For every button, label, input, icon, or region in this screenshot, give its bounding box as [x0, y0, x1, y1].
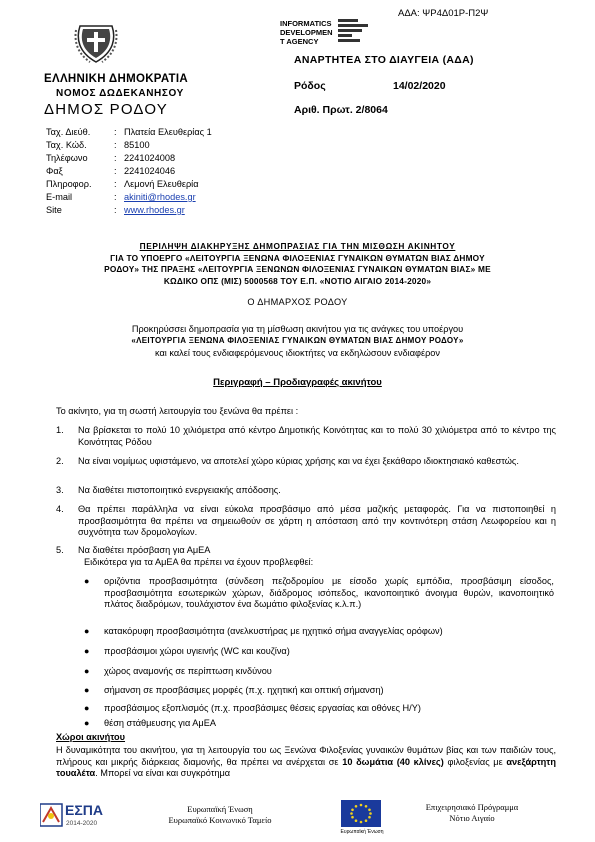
list-number: 5.	[56, 545, 64, 555]
list-item: ● χώρος αναμονής σε περίπτωση κινδύνου	[84, 666, 554, 678]
contact-row: E-mail : akiniti@rhodes.gr	[46, 192, 196, 202]
fund-text	[135, 804, 305, 826]
contact-row: Τηλέφωνο : 2241024008	[46, 153, 176, 163]
program-line: Νότιο Αιγαίο	[449, 813, 495, 823]
list-text: οριζόντια προσβασιμότητα (σύνδεση πεζοδρομίου με είσοδο χωρίς εμπόδια, προσβάσιμη είσοδος, προσβασιμότητα εσωτερικών χώρων, διάδρομος ισόπεδος, ικανοποιητικό άνοιγμα θυρών, ικανοποιητικό πλάτος διαδρόμων, τουλάχιστον ένα δωμάτιο φιλοξενίας κ.λ.π.)	[104, 576, 554, 609]
contact-label: Πληροφορ.	[46, 179, 92, 189]
list-item: ● θέση στάθμευσης για ΑμΕΑ	[84, 718, 554, 730]
list-text: Να διαθέτει πρόσβαση για ΑμΕΑ	[78, 545, 211, 555]
it-logo-line: INFORMATICS	[280, 19, 332, 28]
summary-heading	[40, 241, 555, 287]
place: Ρόδος	[294, 80, 326, 92]
contact-label: Τηλέφωνο	[46, 153, 88, 163]
list-text: προσβάσιμος εξοπλισμός (π.χ. προσβάσιμες θέσεις εργασίας και οθόνες Η/Υ)	[104, 703, 421, 713]
ada-title: ΑΝΑΡΤΗΤΕΑ ΣΤΟ ΔΙΑΥΓΕΙΑ (ΑΔΑ)	[294, 54, 474, 66]
program-line: Επιχειρησιακό Πρόγραμμα	[425, 802, 519, 812]
site-link[interactable]: www.rhodes.gr	[124, 205, 185, 215]
list-text: θέση στάθμευσης για ΑμΕΑ	[104, 718, 216, 728]
contact-value: 2241024046	[124, 166, 176, 176]
announce-line: και καλεί τους ενδιαφερόμενους ιδιοκτήτες να εκδηλώσουν ενδιαφέρον	[154, 348, 441, 358]
mayor-title: Ο ΔΗΜΑΡΧΟΣ ΡΟΔΟΥ	[247, 297, 348, 307]
summary-line: ΠΕΡΙΛΗΨΗ ΔΙΑΚΗΡΥΞΗΣ ΔΗΜΟΠΡΑΣΙΑΣ ΓΙΑ ΤΗΝ ΜΙΣΘΩΣΗ ΑΚΙΝΗΤΟΥ	[139, 241, 456, 251]
list-text: Να είναι νομίμως υφιστάμενο, να αποτελεί χώρο κύριας χρήσης και να έχει ξεκάθαρο ιδιοκτησιακό καθεστώς.	[78, 456, 519, 466]
eu-flag-icon	[341, 800, 381, 827]
para-bold: ανεξάρτητη τουαλέτα	[56, 756, 556, 778]
fund-line: Ευρωπαϊκή Ένωση	[187, 804, 253, 814]
email-link[interactable]: akiniti@rhodes.gr	[124, 192, 196, 202]
list-text: προσβάσιμοι χώροι υγιεινής (WC και κουζίνα)	[104, 646, 290, 656]
ada-code: ΑΔΑ: ΨΡ4Δ01Ρ-Π2Ψ	[398, 8, 489, 19]
sub-intro-text: Ειδικότερα για τα ΑμΕΑ θα πρέπει να έχουν προβλεφθεί:	[84, 557, 314, 567]
it-logo-stripes-icon	[338, 19, 384, 47]
list-text: χώρος αναμονής σε περίπτωση κινδύνου	[104, 666, 272, 676]
list-item: ● προσβάσιμοι χώροι υγιεινής (WC και κουζίνα)	[84, 646, 554, 658]
list-item	[56, 545, 556, 557]
contact-value: Λεμονή Ελευθερία	[124, 179, 199, 189]
list-text: κατακόρυφη προσβασιμότητα (ανελκυστήρας με ηχητικό σήμα αναγγελίας ορόφων)	[104, 626, 443, 636]
list-item: ● σήμανση σε προσβάσιμες μορφές (π.χ. ηχητική και οπτική σήμανση)	[84, 685, 554, 697]
list-text: Θα πρέπει παράλληλα να είναι εύκολα προσβάσιμο από μέσα μαζικής μεταφοράς. Για να πιστοποιηθεί η προσβασιμότητα θα πρέπει να σημειωθούν σε χάρτη η απόσταση από την κοντινότερη στάση Λεωφορείου και η συχνότητα των δρομολογίων.	[78, 504, 556, 537]
contact-row: Ταχ. Διεύθ. : Πλατεία Ελευθερίας 1	[46, 127, 212, 137]
capacity-paragraph	[56, 745, 556, 780]
para-text: . Μπορεί να είναι και συγκρότημα	[95, 768, 231, 778]
list-number: 4.	[56, 504, 64, 514]
fund-line: Ευρωπαϊκό Κοινωνικό Ταμείο	[168, 815, 272, 825]
contact-row: Ταχ. Κώδ. : 85100	[46, 140, 150, 150]
contact-value: Πλατεία Ελευθερίας 1	[124, 127, 212, 137]
it-logo-line: T AGENCY	[280, 37, 319, 46]
announce-line: «ΛΕΙΤΟΥΡΓΙΑ ΞΕΝΩΝΑ ΦΙΛΟΞΕΝΙΑΣ ΓΥΝΑΙΚΩΝ ΘΥΜΑΤΩΝ ΒΙΑΣ ΔΗΜΟΥ ΡΟΔΟΥ»	[131, 336, 464, 345]
list-number: 2.	[56, 456, 64, 466]
announce-line: Προκηρύσσει δημοπρασία για τη μίσθωση ακινήτου για τις ανάγκες του υποέργου	[131, 324, 464, 334]
contact-row: Φαξ : 2241024046	[46, 166, 176, 176]
para-bold: 10 δωμάτια (40 κλίνες)	[342, 756, 444, 767]
date: 14/02/2020	[393, 80, 446, 92]
espa-logo	[40, 800, 118, 834]
list-item	[56, 425, 556, 448]
list-item	[56, 504, 556, 539]
contact-label: Ταχ. Κώδ.	[46, 140, 87, 150]
prefecture-name: ΝΟΜΟΣ ΔΩΔΕΚΑΝΗΣΟΥ	[56, 88, 184, 99]
summary-line: ΡΟΔΟΥ» ΤΗΣ ΠΡΑΞΗΣ «ΛΕΙΤΟΥΡΓΙΑ ΞΕΝΩΝΩΝ ΦΙΛΟΞΕΝΙΑΣ ΓΥΝΑΙΚΩΝ ΘΥΜΑΤΩΝ ΒΙΑΣ» ΜΕ	[104, 264, 491, 274]
contact-label: Site	[46, 205, 62, 215]
protocol-number: Αριθ. Πρωτ. 2/8064	[294, 104, 388, 116]
espa-years: 2014-2020	[66, 820, 98, 827]
list-item	[56, 485, 556, 497]
contact-label: Ταχ. Διεύθ.	[46, 127, 91, 137]
list-item: ● οριζόντια προσβασιμότητα (σύνδεση πεζοδρομίου με είσοδο χωρίς εμπόδια, προσβάσιμη είσοδος, προσβασιμότητα εσωτερικών χώρων, διάδρομος ισόπεδος, ικανοποιητικό άνοιγμα θυρών, ικανοποιητικό πλάτος διαδρόμων, τουλάχιστον ένα δωμάτιο φιλοξενίας κ.λ.π.)	[84, 576, 554, 609]
program-text	[392, 802, 552, 824]
summary-line: ΚΩΔΙΚΟ ΟΠΣ (ΜΙΣ) 5000568 ΤΟΥ Ε.Π. «ΝΟΤΙΟ ΑΙΓΑΙΟ 2014-2020»	[163, 275, 432, 286]
list-item	[56, 456, 556, 468]
list-text: Να βρίσκεται το πολύ 10 χιλιόμετρα από κέντρο Δημοτικής Κοινότητας και το πολύ 30 χιλιόμετρα από το κέντρο της Κοινότητας Ρόδου	[78, 425, 556, 447]
greek-emblem-icon	[72, 20, 120, 66]
section-title-spaces: Χώροι ακινήτου	[56, 732, 126, 742]
para-text: φιλοξενίας με	[443, 756, 507, 767]
contact-row: Site : www.rhodes.gr	[46, 205, 185, 215]
contact-label: E-mail	[46, 192, 73, 202]
section-title: Περιγραφή – Προδιαγραφές ακινήτου	[213, 377, 382, 388]
it-agency-logo	[280, 19, 333, 46]
contact-row: Πληροφορ. : Λεμονή Ελευθερία	[46, 179, 199, 189]
list-item: ● προσβάσιμος εξοπλισμός (π.χ. προσβάσιμες θέσεις εργασίας και οθόνες Η/Υ)	[84, 703, 554, 715]
summary-line: ΓΙΑ ΤΟ ΥΠΟΕΡΓΟ «ΛΕΙΤΟΥΡΓΙΑ ΞΕΝΩΝΑ ΦΙΛΟΞΕΝΙΑΣ ΓΥΝΑΙΚΩΝ ΘΥΜΑΤΩΝ ΒΙΑΣ ΔΗΜΟΥ	[110, 252, 485, 263]
contact-info	[46, 126, 212, 217]
para-text: Η δυναμικότητα του ακινήτου, για τη λειτουργία του ως Ξενώνα Φιλοξενίας γυναικών θυμάτων βίας και των παιδιών τους, πλήρους και μικρής διάρκειας διαμονής, θα πρέπει να ανέρχεται σε	[56, 745, 556, 767]
it-logo-line: DEVELOPMEN	[280, 28, 333, 37]
contact-value: 2241024008	[124, 153, 176, 163]
intro-text: Το ακίνητο, για τη σωστή λειτουργία του ξενώνα θα πρέπει :	[56, 406, 299, 416]
list-number: 3.	[56, 485, 64, 495]
list-text: Να διαθέτει πιστοποιητικό ενεργειακής απόδοσης.	[78, 485, 281, 495]
contact-value: 85100	[124, 140, 150, 150]
espa-text: ΕΣΠΑ	[65, 802, 103, 818]
gov-name: ΕΛΛΗΝΙΚΗ ΔΗΜΟΚΡΑΤΙΑ	[44, 73, 188, 85]
announcement	[60, 323, 535, 359]
list-number: 1.	[56, 425, 64, 435]
contact-label: Φαξ	[46, 166, 63, 176]
municipality-name: ΔΗΜΟΣ ΡΟΔΟΥ	[44, 101, 168, 118]
list-item: ● κατακόρυφη προσβασιμότητα (ανελκυστήρας με ηχητικό σήμα αναγγελίας ορόφων)	[84, 626, 554, 638]
list-text: σήμανση σε προσβάσιμες μορφές (π.χ. ηχητική και οπτική σήμανση)	[104, 685, 384, 695]
eu-caption: Ευρωπαϊκή Ένωση	[340, 829, 384, 835]
